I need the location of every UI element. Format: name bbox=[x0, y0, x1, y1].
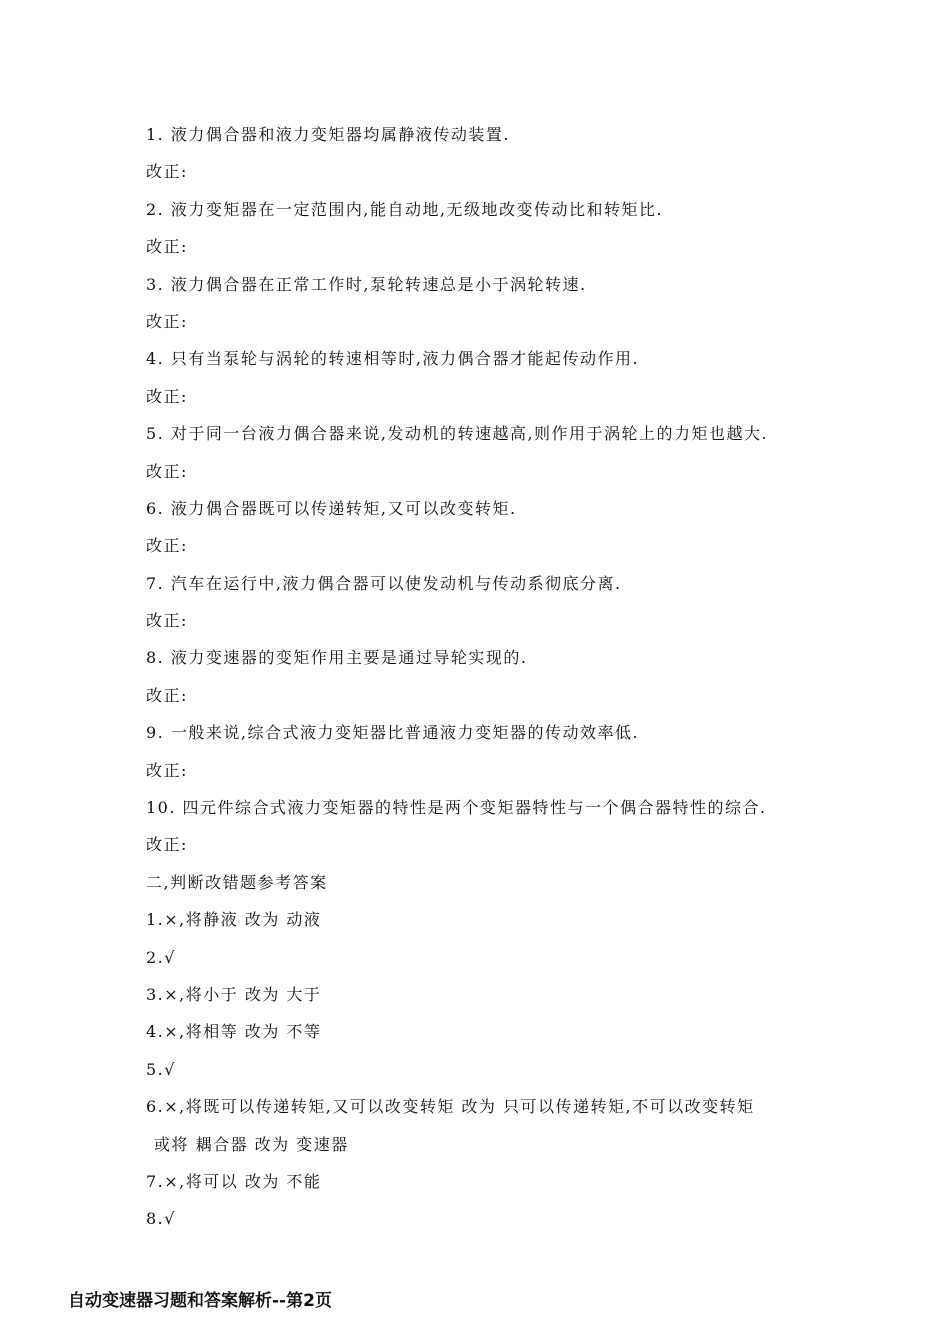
answer-5: 5.√ bbox=[146, 1059, 176, 1079]
correction-label: 改正: bbox=[146, 611, 188, 631]
question-8: 8. 液力变速器的变矩作用主要是通过导轮实现的. bbox=[146, 648, 528, 668]
question-3: 3. 液力偶合器在正常工作时,泵轮转速总是小于涡轮转速. bbox=[146, 274, 587, 294]
question-1: 1. 液力偶合器和液力变矩器均属静液传动装置. bbox=[146, 125, 510, 144]
correction-label: 改正: bbox=[146, 237, 188, 257]
correction-label: 改正: bbox=[146, 760, 188, 780]
question-2: 2. 液力变矩器在一定范围内,能自动地,无级地改变传动比和转矩比. bbox=[146, 199, 664, 219]
answer-4: 4.×,将相等 改为 不等 bbox=[146, 1022, 322, 1042]
question-list bbox=[146, 116, 826, 864]
correction-label: 改正: bbox=[146, 386, 188, 406]
correction-label: 改正: bbox=[146, 162, 188, 182]
question-4: 4. 只有当泵轮与涡轮的转速相等时,液力偶合器才能起传动作用. bbox=[146, 349, 640, 369]
answers-heading: 二,判断改错题参考答案 bbox=[146, 872, 328, 892]
answer-3: 3.×,将小于 改为 大于 bbox=[146, 984, 322, 1004]
page-footer: 自动变速器习题和答案解析--第2页 bbox=[68, 1291, 332, 1311]
answer-8: 8.√ bbox=[146, 1209, 176, 1229]
answer-6: 6.×,将既可以传递转矩,又可以改变转矩 改为 只可以传递转矩,不可以改变转矩 bbox=[146, 1097, 755, 1117]
answer-6-continuation: 或将 耦合器 改为 变速器 bbox=[154, 1134, 349, 1154]
question-9: 9. 一般来说,综合式液力变矩器比普通液力变矩器的传动效率低. bbox=[146, 723, 640, 743]
correction-label: 改正: bbox=[146, 685, 188, 705]
answer-2: 2.√ bbox=[146, 947, 176, 967]
document-body bbox=[146, 116, 826, 1238]
correction-label: 改正: bbox=[146, 536, 188, 556]
answer-1: 1.×,将静液 改为 动液 bbox=[146, 910, 322, 930]
correction-label: 改正: bbox=[146, 461, 188, 481]
question-7: 7. 汽车在运行中,液力偶合器可以使发动机与传动系彻底分离. bbox=[146, 573, 622, 593]
question-5: 5. 对于同一台液力偶合器来说,发动机的转速越高,则作用于涡轮上的力矩也越大. bbox=[146, 424, 769, 444]
correction-label: 改正: bbox=[146, 311, 188, 331]
question-10: 10. 四元件综合式液力变矩器的特性是两个变矩器特性与一个偶合器特性的综合. bbox=[146, 798, 767, 818]
answer-list bbox=[146, 901, 826, 1238]
question-6: 6. 液力偶合器既可以传递转矩,又可以改变转矩. bbox=[146, 498, 517, 518]
correction-label: 改正: bbox=[146, 835, 188, 855]
answer-7: 7.×,将可以 改为 不能 bbox=[146, 1171, 322, 1191]
